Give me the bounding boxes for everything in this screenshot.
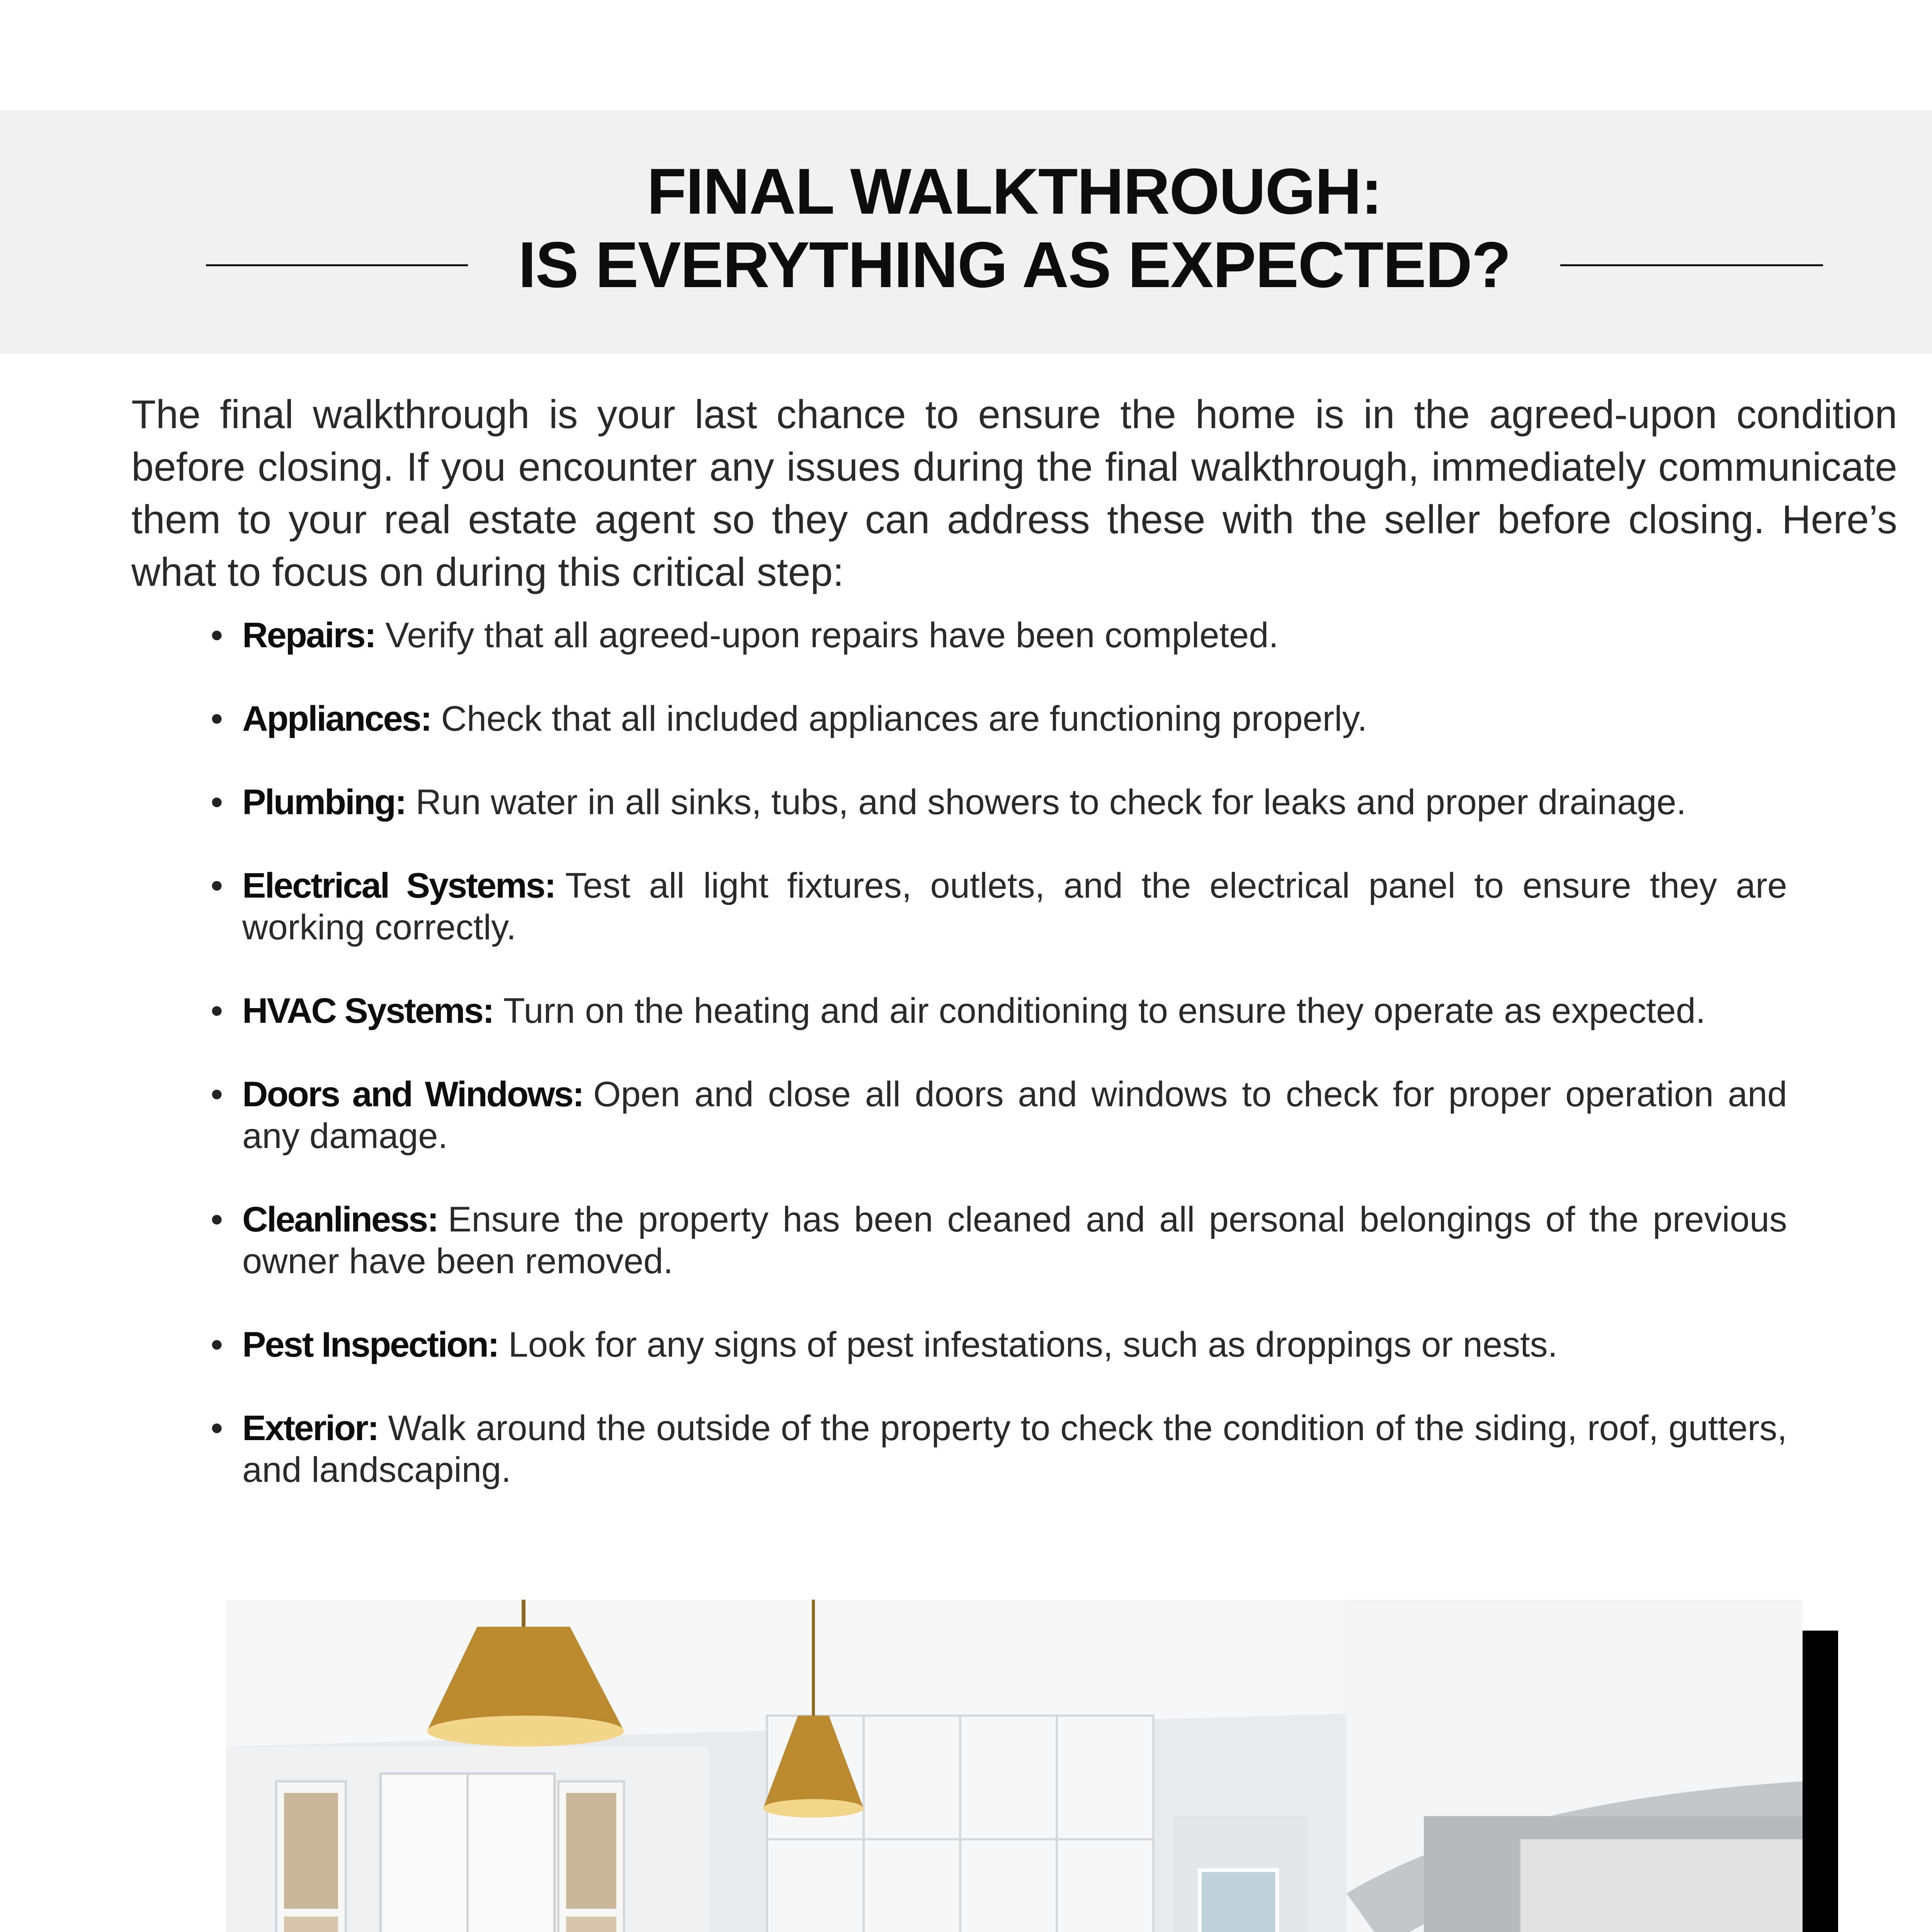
item-text: Ensure the property has been cleaned and all personal belongings of the previous owner have been removed.	[242, 1200, 1787, 1281]
checklist-item-electrical	[211, 865, 1787, 948]
item-text: Turn on the heating and air conditioning to ensure they operate as expected.	[503, 991, 1706, 1031]
page-title-line2: IS EVERYTHING AS EXPECTED?	[518, 228, 1510, 301]
kitchen-photo-frame	[226, 1600, 1803, 1932]
checklist-item-repairs	[211, 614, 1787, 656]
item-text: Look for any signs of pest infestations, such as droppings or nests.	[508, 1325, 1558, 1364]
item-text: Run water in all sinks, tubs, and showers to check for leaks and proper drainage.	[415, 782, 1686, 822]
item-text: Open and close all doors and windows to check for proper operation and any damage.	[242, 1075, 1787, 1156]
checklist-item-appliances	[211, 698, 1787, 740]
intro-paragraph: The final walkthrough is your last chance to ensure the home is in the agreed-upon condition before closing. If you encounter any issues during the final walkthrough, immediately communicate them to your real estate agent so they can address these with the seller before closing. Here’s what to focus on during this critical step:	[131, 392, 1897, 595]
bullet: •	[211, 991, 223, 1031]
page-title	[0, 155, 1932, 301]
checklist-item-hvac	[211, 990, 1787, 1032]
page-title-line1: FINAL WALKTHROUGH:	[647, 155, 1382, 228]
item-text: Test all light fixtures, outlets, and the electrical panel to ensure they are working correctly.	[242, 866, 1787, 947]
checklist-item-pest	[211, 1324, 1787, 1366]
item-label: Plumbing:	[242, 782, 406, 822]
item-text: Verify that all agreed-upon repairs have been completed.	[385, 616, 1279, 655]
item-text: Walk around the outside of the property to check the condition of the siding, roof, gutters, and landscaping.	[242, 1408, 1787, 1490]
walkthrough-checklist	[211, 614, 1787, 1532]
item-label: Appliances:	[242, 699, 431, 738]
bullet: •	[211, 1325, 223, 1364]
item-label: Repairs:	[242, 616, 376, 655]
bullet: •	[211, 782, 223, 822]
item-label: Cleanliness:	[242, 1200, 438, 1239]
item-label: Electrical Systems:	[242, 866, 555, 905]
bullet: •	[211, 1408, 223, 1448]
bullet: •	[211, 1075, 223, 1114]
bullet: •	[211, 1200, 223, 1239]
bullet: •	[211, 616, 223, 655]
item-label: Pest Inspection:	[242, 1325, 498, 1364]
item-label: Doors and Windows:	[242, 1075, 583, 1114]
checklist-item-exterior	[211, 1407, 1787, 1491]
bullet: •	[211, 699, 223, 738]
checklist-item-plumbing	[211, 781, 1787, 823]
checklist-item-doors-windows	[211, 1073, 1787, 1157]
bullet: •	[211, 866, 223, 905]
item-label: Exterior:	[242, 1408, 378, 1448]
kitchen-photo	[226, 1600, 1803, 1932]
item-text: Check that all included appliances are functioning properly.	[441, 699, 1367, 738]
checklist-item-cleanliness	[211, 1199, 1787, 1282]
item-label: HVAC Systems:	[242, 991, 493, 1031]
